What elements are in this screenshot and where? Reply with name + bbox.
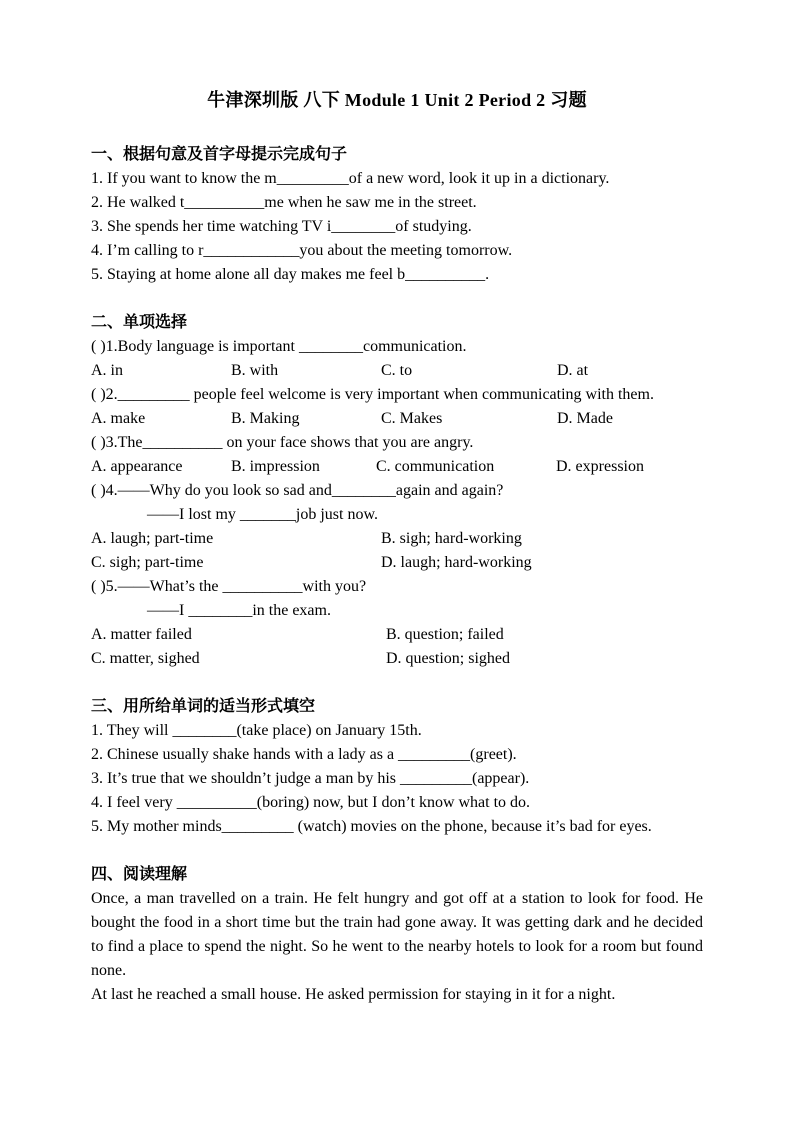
question-4-options-cd — [91, 551, 703, 575]
option-d: D. at — [557, 362, 589, 379]
option-d: D. question; sighed — [386, 650, 510, 667]
option-c: C. Makes — [381, 410, 443, 427]
section1-item: 3. She spends her time watching TV i________of studying. — [91, 218, 472, 235]
page-title: 牛津深圳版 八下 Module 1 Unit 2 Period 2 习题 — [207, 90, 587, 110]
question-2: ( )2._________ people feel welcome is very important when communicating with them. — [91, 386, 654, 403]
question-5-options-cd — [91, 647, 703, 671]
section1-item: 2. He walked t__________me when he saw me in the street. — [91, 194, 477, 211]
section1-item: 4. I’m calling to r____________you about the meeting tomorrow. — [91, 242, 513, 259]
option-a: A. laugh; part-time — [91, 530, 214, 547]
reading-paragraph-2: At last he reached a small house. He asked permission for staying in it for a night. — [91, 986, 616, 1003]
option-a: A. make — [91, 410, 146, 427]
worksheet-content — [91, 143, 703, 1007]
option-b: B. sigh; hard-working — [381, 530, 522, 547]
reading-paragraph-1: Once, a man travelled on a train. He felt hungry and got off at a station to look for food. He bought the food in a short time but the train had gone away. It was getting dark and he decided to find a place to spend the night. So he went to the nearby hotels to look for a room but found none. — [91, 890, 703, 979]
section3-item: 1. They will ________(take place) on January 15th. — [91, 722, 422, 739]
section3-item: 3. It’s true that we shouldn’t judge a man by his _________(appear). — [91, 770, 530, 787]
option-a: A. appearance — [91, 458, 183, 475]
question-4-options-ab — [91, 527, 703, 551]
section2-heading: 二、单项选择 — [91, 314, 188, 331]
question-1: ( )1.Body language is important ________communication. — [91, 338, 467, 355]
option-c: C. sigh; part-time — [91, 554, 204, 571]
question-1-options — [91, 359, 703, 383]
option-d: D. expression — [556, 458, 644, 475]
option-c: C. matter, sighed — [91, 650, 200, 667]
question-5-reply: ——I ________in the exam. — [147, 602, 331, 619]
option-a: A. matter failed — [91, 626, 192, 643]
option-b: B. with — [231, 362, 279, 379]
section1-item: 1. If you want to know the m_________of a new word, look it up in a dictionary. — [91, 170, 610, 187]
section3-item: 5. My mother minds_________ (watch) movies on the phone, because it’s bad for eyes. — [91, 818, 652, 835]
option-a: A. in — [91, 362, 123, 379]
question-5-options-ab — [91, 623, 703, 647]
option-c: C. communication — [376, 458, 495, 475]
question-4-reply: ——I lost my _______job just now. — [147, 506, 378, 523]
question-3: ( )3.The__________ on your face shows that you are angry. — [91, 434, 474, 451]
section3-item: 2. Chinese usually shake hands with a lady as a _________(greet). — [91, 746, 517, 763]
section1-item: 5. Staying at home alone all day makes me feel b__________. — [91, 266, 490, 283]
option-b: B. impression — [231, 458, 320, 475]
question-5: ( )5.——What’s the __________with you? — [91, 578, 367, 595]
option-b: B. Making — [231, 410, 300, 427]
option-b: B. question; failed — [386, 626, 504, 643]
question-2-options — [91, 407, 703, 431]
section1-heading: 一、根据句意及首字母提示完成句子 — [91, 146, 348, 163]
section3-heading: 三、用所给单词的适当形式填空 — [91, 698, 316, 715]
question-3-options — [91, 455, 703, 479]
option-d: D. laugh; hard-working — [381, 554, 532, 571]
option-c: C. to — [381, 362, 413, 379]
option-d: D. Made — [557, 410, 613, 427]
section4-heading: 四、阅读理解 — [91, 866, 188, 883]
question-4: ( )4.——Why do you look so sad and________again and again? — [91, 482, 504, 499]
section3-item: 4. I feel very __________(boring) now, but I don’t know what to do. — [91, 794, 531, 811]
